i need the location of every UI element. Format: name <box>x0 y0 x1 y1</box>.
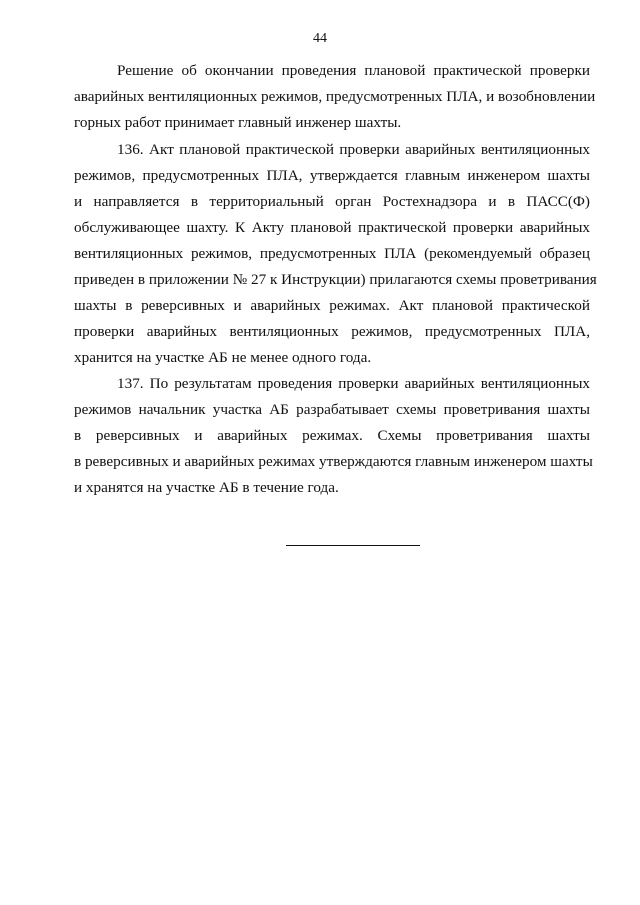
end-of-section-divider <box>286 545 420 546</box>
paragraph-136 <box>74 137 597 371</box>
text-line: и направляется в территориальный орган Ростехнадзора и в ПАСС(Ф) <box>74 193 590 210</box>
text-line: 136. Акт плановой практической проверки аварийных вентиляционных <box>117 141 590 158</box>
text-line: Решение об окончании проведения плановой практической проверки <box>117 62 590 79</box>
text-line: вентиляционных режимов, предусмотренных ПЛА (рекомендуемый образец <box>74 245 590 262</box>
text-line: аварийных вентиляционных режимов, предусмотренных ПЛА, и возобновлении <box>74 88 596 105</box>
paragraph-137 <box>74 371 593 501</box>
text-line: в реверсивных и аварийных режимах утверждаются главным инженером шахты <box>74 453 593 470</box>
text-line: хранится на участке АБ не менее одного года. <box>74 349 372 366</box>
page-number: 44 <box>313 31 327 46</box>
text-line: режимов, предусмотренных ПЛА, утверждается главным инженером шахты <box>74 167 590 184</box>
text-line: обслуживающее шахту. К Акту плановой практической проверки аварийных <box>74 219 590 236</box>
text-line: режимов начальник участка АБ разрабатывает схемы проветривания шахты <box>74 401 590 418</box>
text-line: в реверсивных и аварийных режимах. Схемы проветривания шахты <box>74 427 590 444</box>
text-line: и хранятся на участке АБ в течение года. <box>74 479 339 496</box>
text-line: проверки аварийных вентиляционных режимов, предусмотренных ПЛА, <box>74 323 590 340</box>
paragraph-inspection-end <box>74 58 596 136</box>
text-line: 137. По результатам проведения проверки аварийных вентиляционных <box>117 375 590 392</box>
text-line: горных работ принимает главный инженер шахты. <box>74 114 402 131</box>
text-line: приведен в приложении № 27 к Инструкции) прилагаются схемы проветривания <box>74 271 597 288</box>
text-line: шахты в реверсивных и аварийных режимах. Акт плановой практической <box>74 297 590 314</box>
